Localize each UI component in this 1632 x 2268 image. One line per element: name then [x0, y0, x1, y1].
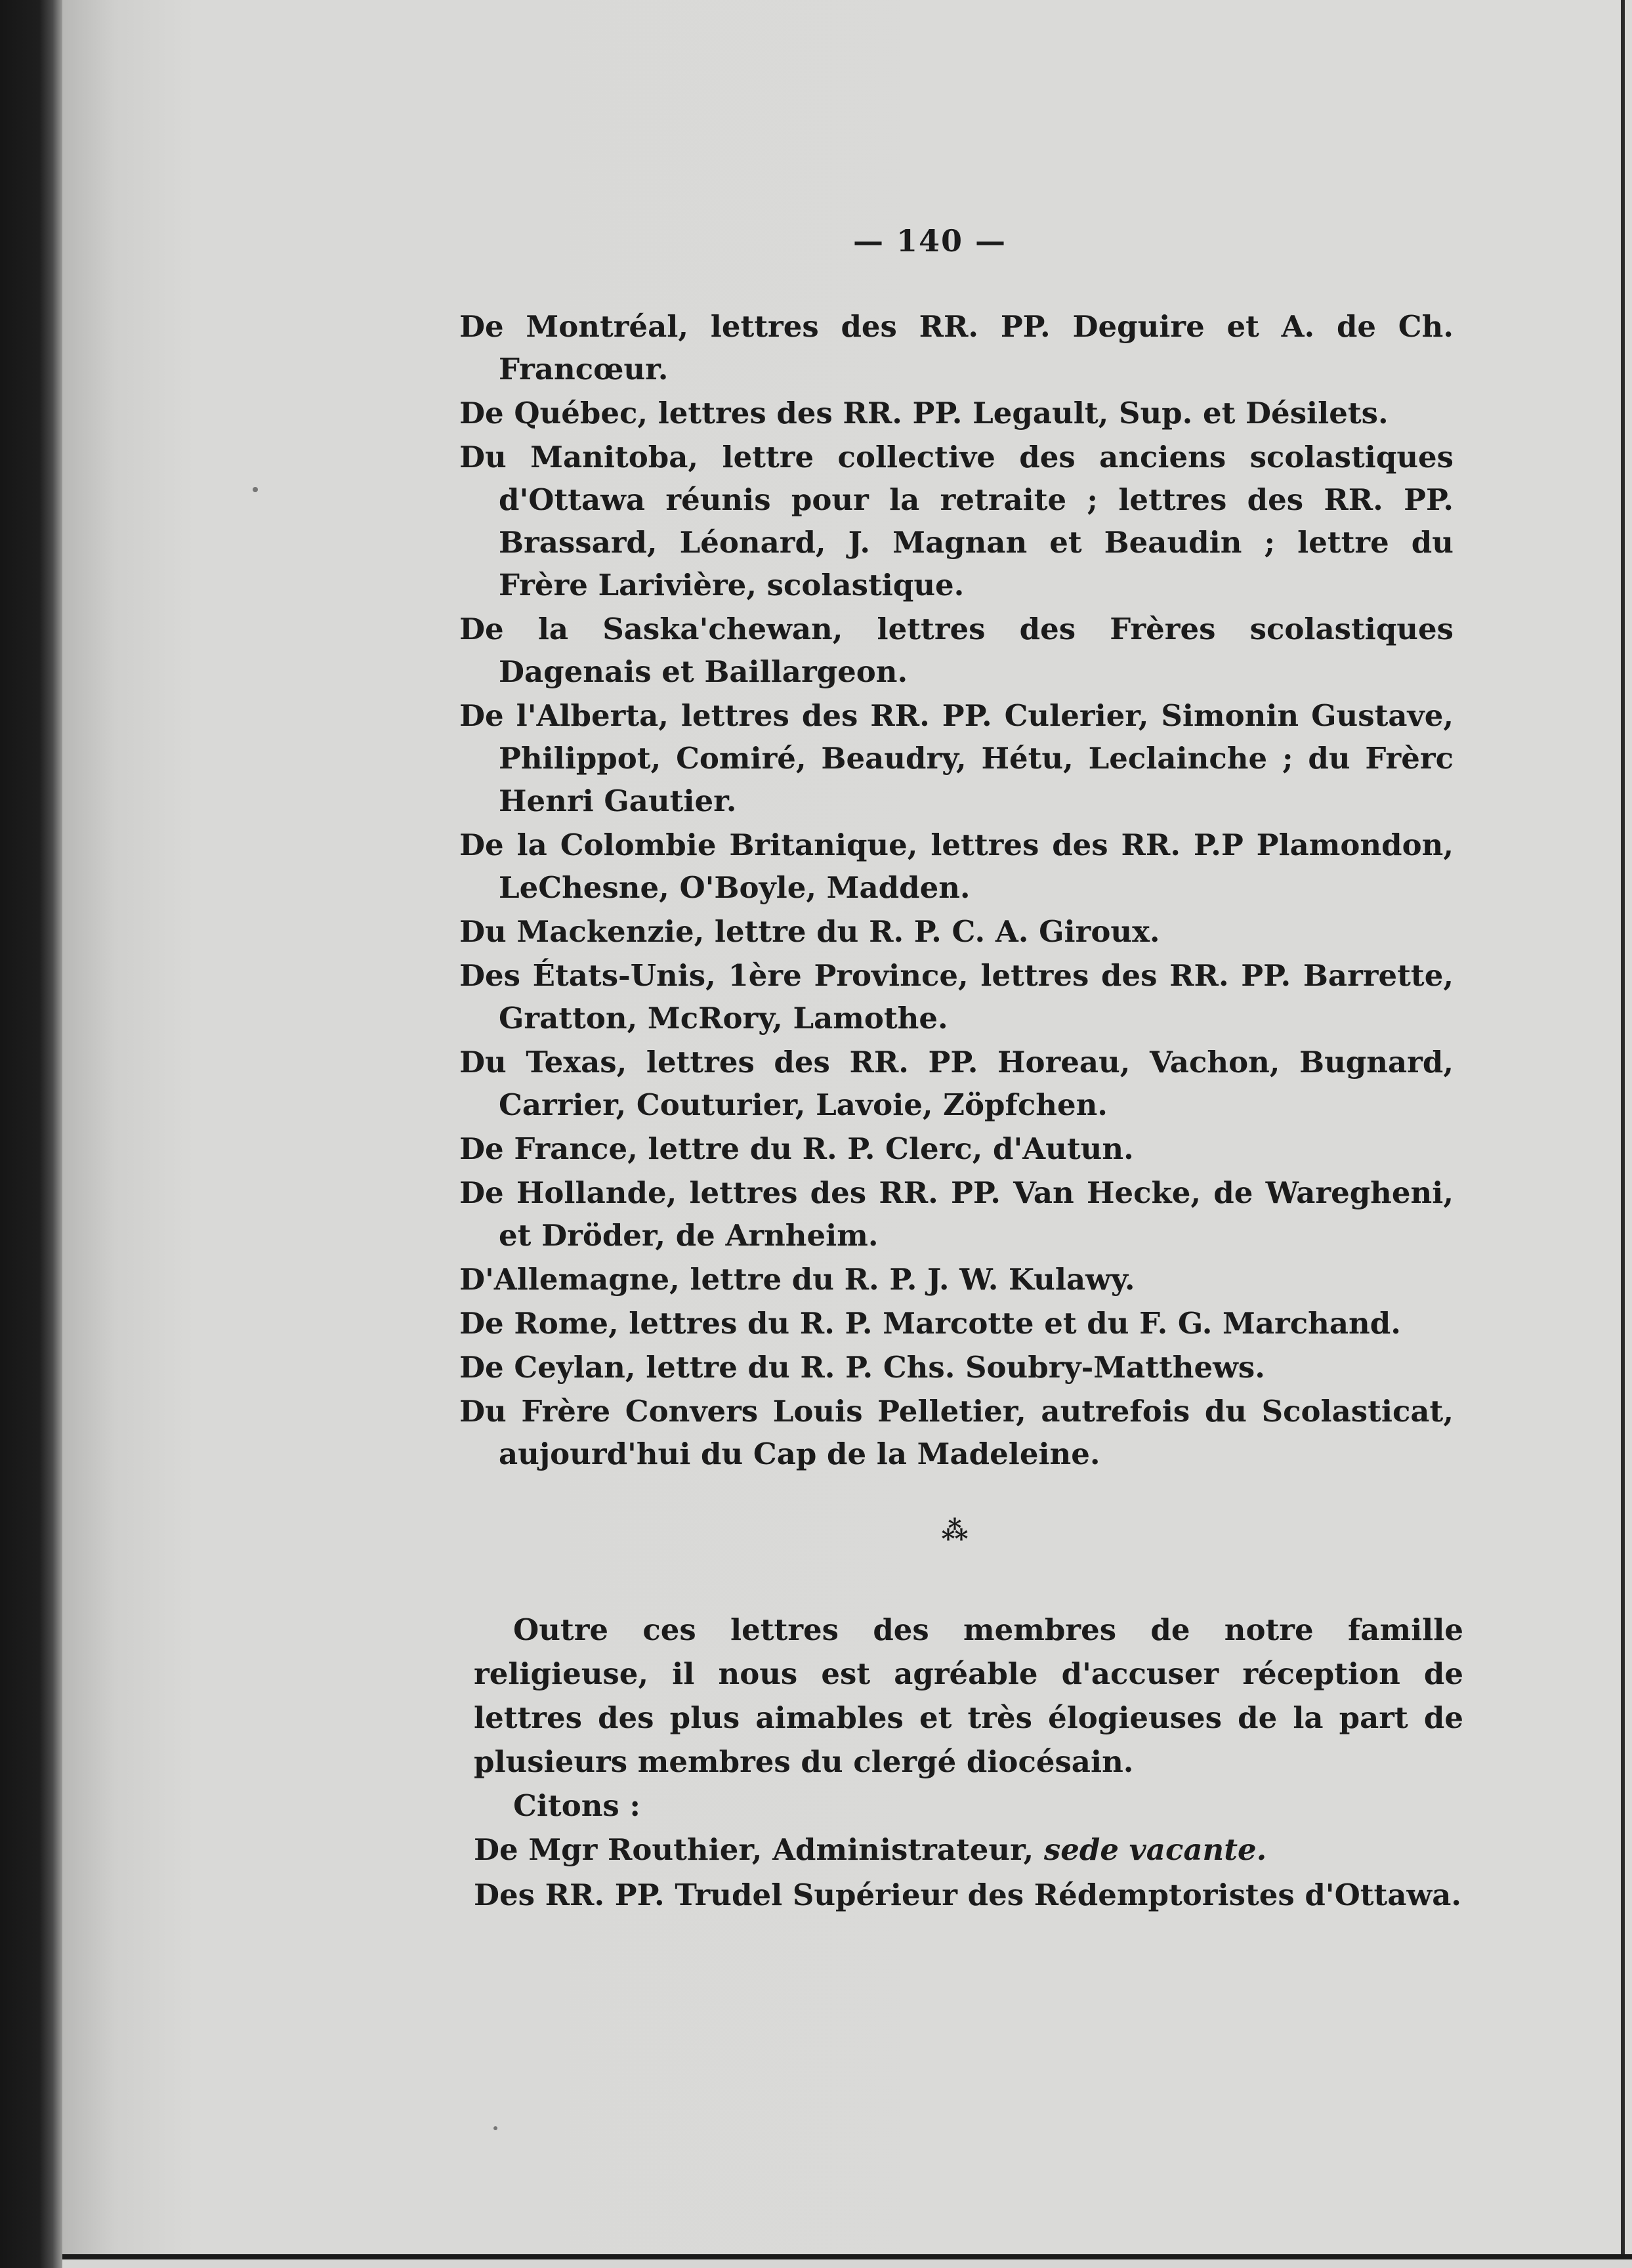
citons-label: Citons : — [513, 1788, 641, 1823]
list-item: Du Texas, lettres des RR. PP. Horeau, Vachon, Bugnard, Carrier, Couturier, Lavoie, Zöpfchen. — [459, 1045, 1454, 1122]
list-item: Du Mackenzie, lettre du R. P. C. A. Giroux. — [459, 914, 1160, 949]
speck-mark — [493, 2126, 497, 2130]
closing-section — [474, 1608, 1463, 1918]
list-item: Du Frère Convers Louis Pelletier, autrefois du Scolasticat, aujourd'hui du Cap de la Madeleine. — [459, 1394, 1454, 1471]
citation-italic: sede vacante. — [1043, 1832, 1267, 1867]
speck-mark — [253, 487, 258, 492]
letter-list — [459, 305, 1454, 1477]
list-item: Du Manitoba, lettre collective des anciens scolastiques d'Ottawa réunis pour la retraite ; lettres des RR. PP. Brassard, Léonard, J. Magnan et Beaudin ; lettre du Frère Larivière, scolastique. — [459, 440, 1454, 602]
list-item: Des États-Unis, 1ère Province, lettres des RR. PP. Barrette, Gratton, McRory, Lamothe. — [459, 958, 1454, 1036]
list-item: De Québec, lettres des RR. PP. Legault, Sup. et Désilets. — [459, 396, 1389, 430]
list-item: De Hollande, lettres des RR. PP. Van Hecke, de Waregheni, et Dröder, de Arnheim. — [459, 1175, 1454, 1253]
page-number: — 140 — — [853, 223, 1007, 259]
list-item: De la Colombie Britanique, lettres des RR. P.P Plamondon, LeChesne, O'Boyle, Madden. — [459, 828, 1454, 905]
list-item: De Montréal, lettres des RR. PP. Deguire et A. de Ch. Francœur. — [459, 309, 1454, 387]
citation-line: Des RR. PP. Trudel Supérieur des Rédemptoristes d'Ottawa. — [474, 1878, 1462, 1912]
list-item: De l'Alberta, lettres des RR. PP. Culerier, Simonin Gustave, Philippot, Comiré, Beaudry, Hétu, Leclainche ; du Frèrc Henri Gautier. — [459, 698, 1454, 818]
asterism-divider: ⁂ — [941, 1515, 969, 1546]
list-item: De Ceylan, lettre du R. P. Chs. Soubry-Matthews. — [459, 1350, 1265, 1385]
closing-paragraph: Outre ces lettres des membres de notre famille religieuse, il nous est agréable d'accuser réception de lettres des plus aimables et très élogieuses de la part de plusieurs membres du clergé diocésain. — [474, 1612, 1463, 1779]
list-item: D'Allemagne, lettre du R. P. J. W. Kulawy. — [459, 1262, 1135, 1297]
citation-text: De Mgr Routhier, Administrateur, — [474, 1832, 1034, 1867]
list-item: De la Saska'chewan, lettres des Frères scolastiques Dagenais et Baillargeon. — [459, 612, 1454, 689]
list-item: De Rome, lettres du R. P. Marcotte et du F. G. Marchand. — [459, 1306, 1401, 1341]
list-item: De France, lettre du R. P. Clerc, d'Autun. — [459, 1131, 1134, 1166]
citation-line — [474, 1828, 1463, 1872]
